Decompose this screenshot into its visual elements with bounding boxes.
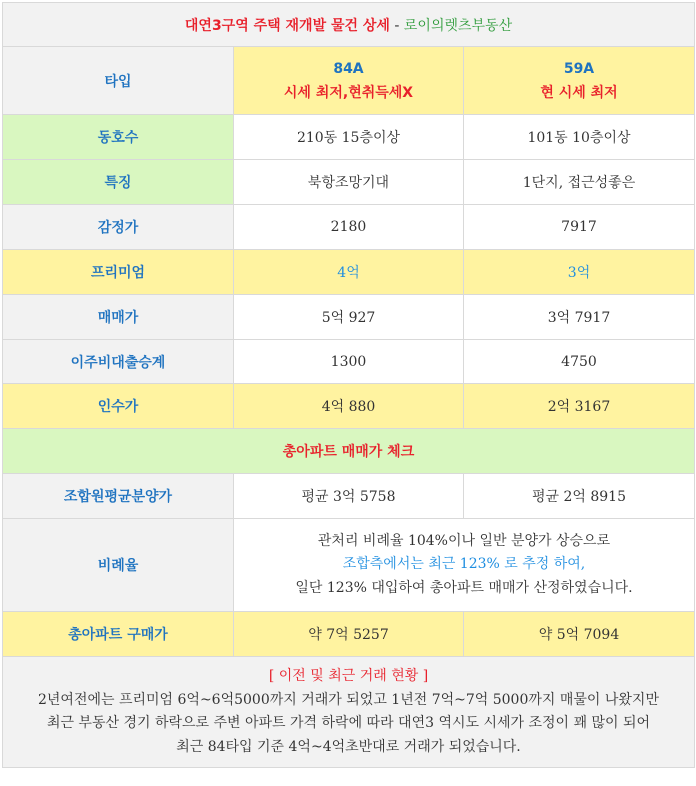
history-row bbox=[3, 657, 695, 768]
type-a-cell bbox=[234, 47, 464, 115]
row-value-b: 1단지, 접근성좋은 bbox=[464, 160, 695, 205]
row-value-b: 101동 10층이상 bbox=[464, 115, 695, 160]
row-value-b: 4750 bbox=[464, 340, 695, 384]
title-row bbox=[3, 3, 695, 47]
row-label: 총아파트 구매가 bbox=[3, 612, 234, 657]
title-source: 로이의렛츠부동산 bbox=[403, 17, 513, 34]
table-row bbox=[3, 250, 695, 295]
row-label: 조합원평균분양가 bbox=[3, 474, 234, 519]
row-label: 프리미엄 bbox=[3, 250, 234, 295]
type-b-note: 현 시세 최저 bbox=[540, 84, 618, 101]
row-label: 이주비대출승계 bbox=[3, 340, 234, 384]
type-label: 타입 bbox=[3, 47, 234, 115]
table-row bbox=[3, 160, 695, 205]
history-heading: [ 이전 및 최근 거래 현황 ] bbox=[268, 668, 429, 684]
table-row bbox=[3, 205, 695, 250]
table-row bbox=[3, 384, 695, 429]
type-a-note: 시세 최저,현취득세X bbox=[283, 84, 414, 101]
avg-price-row bbox=[3, 474, 695, 519]
history-note bbox=[3, 657, 695, 768]
table-row bbox=[3, 295, 695, 340]
row-label: 특징 bbox=[3, 160, 234, 205]
row-label: 감정가 bbox=[3, 205, 234, 250]
type-b-cell bbox=[464, 47, 695, 115]
title-main: 대연3구역 주택 재개발 물건 상세 bbox=[184, 17, 390, 34]
row-value-a: 210동 15층이상 bbox=[234, 115, 464, 160]
history-line-1: 2년여전에는 프리미엄 6억~6억5000까지 거래가 되었고 1년전 7억~7억 5000까지 매물이 나왔지만 bbox=[38, 691, 659, 708]
title-separator: - bbox=[389, 17, 404, 34]
type-a-code: 84A bbox=[333, 60, 364, 77]
row-value-b: 3억 7917 bbox=[464, 295, 695, 340]
table-row bbox=[3, 340, 695, 384]
ratio-note bbox=[234, 519, 695, 612]
row-value-a: 북항조망기대 bbox=[234, 160, 464, 205]
ratio-row bbox=[3, 519, 695, 612]
row-label: 비례율 bbox=[3, 519, 234, 612]
table-title bbox=[3, 3, 695, 47]
table-row bbox=[3, 115, 695, 160]
type-b-code: 59A bbox=[563, 60, 595, 77]
row-value-b: 3억 bbox=[464, 250, 695, 295]
history-line-2: 최근 부동산 경기 하락으로 주변 아파트 가격 하락에 따라 대연3 역시도 시세가 조정이 꽤 많이 되어 bbox=[46, 715, 651, 731]
row-value-a: 약 7억 5257 bbox=[234, 612, 464, 657]
history-line-3: 최근 84타입 기준 4억~4억초반대로 거래가 되었습니다. bbox=[176, 738, 521, 755]
row-value-a: 1300 bbox=[234, 340, 464, 384]
total-price-row bbox=[3, 612, 695, 657]
row-value-a: 4억 bbox=[234, 250, 464, 295]
ratio-line-3: 일단 123% 대입하여 총아파트 매매가 산정하였습니다. bbox=[295, 579, 633, 596]
row-label: 동호수 bbox=[3, 115, 234, 160]
row-value-a: 2180 bbox=[234, 205, 464, 250]
row-value-a: 4억 880 bbox=[234, 384, 464, 429]
ratio-line-1: 관처리 비례율 104%이나 일반 분양가 상승으로 bbox=[317, 532, 611, 549]
row-value-b: 7917 bbox=[464, 205, 695, 250]
row-value-a: 5억 927 bbox=[234, 295, 464, 340]
type-row bbox=[3, 47, 695, 115]
row-value-b: 평균 2억 8915 bbox=[464, 474, 695, 519]
section-heading: 총아파트 매매가 체크 bbox=[3, 429, 695, 474]
row-value-b: 약 5억 7094 bbox=[464, 612, 695, 657]
listing-detail-table bbox=[2, 2, 695, 768]
ratio-line-2: 조합측에서는 최근 123% 로 추정 하여, bbox=[342, 556, 586, 573]
row-label: 인수가 bbox=[3, 384, 234, 429]
row-value-a: 평균 3억 5758 bbox=[234, 474, 464, 519]
row-value-b: 2억 3167 bbox=[464, 384, 695, 429]
section-row bbox=[3, 429, 695, 474]
listing-detail-table-wrap bbox=[2, 2, 694, 768]
row-label: 매매가 bbox=[3, 295, 234, 340]
